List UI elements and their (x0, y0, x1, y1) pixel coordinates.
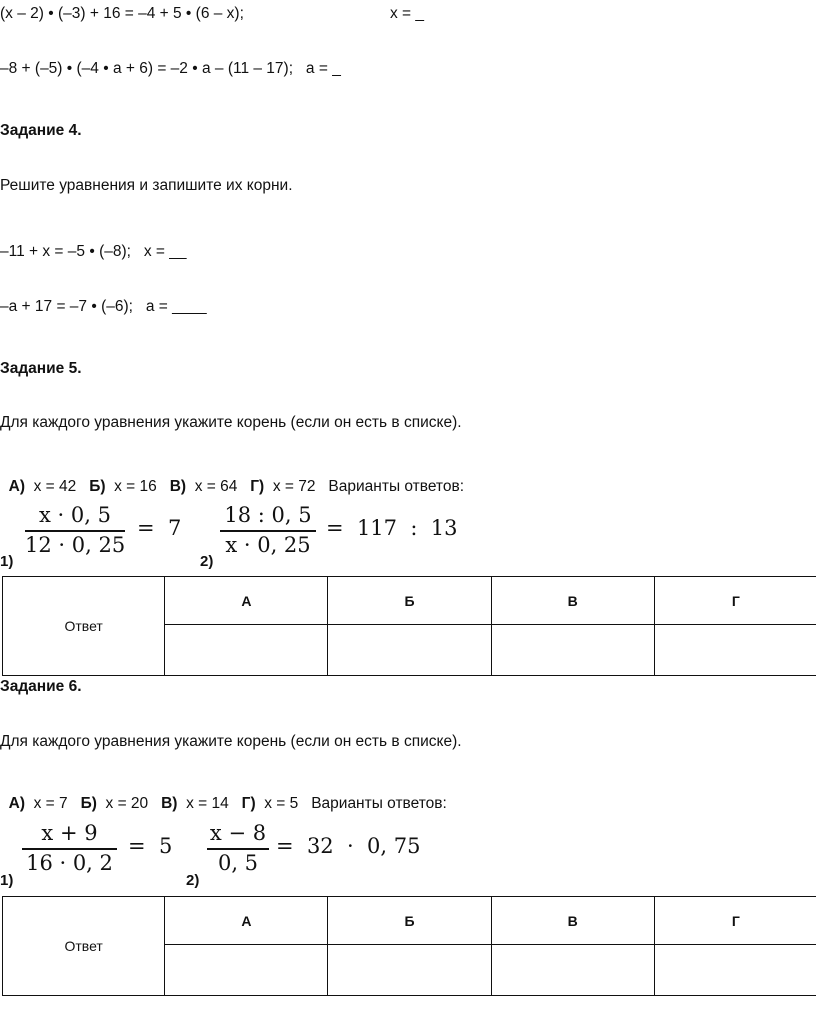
task5-equation-1-index: 1) (0, 553, 14, 570)
task6-equation-1 (0, 818, 200, 883)
task3-equation-1-answer: x = _ (390, 5, 425, 22)
fraction-denominator: 12 · 0, 25 (25, 533, 126, 557)
task3-equation-1: (x – 2) • (–3) + 16 = –4 + 5 • (6 – x); (0, 5, 244, 22)
fraction-bar (220, 530, 316, 532)
task4-equation-2: –a + 17 = –7 • (–6); a = ____ (0, 298, 207, 315)
answer-cell-g[interactable] (654, 625, 816, 676)
option-letter-a: А) (8, 795, 25, 812)
option-value-b: x = 20 (105, 795, 149, 812)
equation-rhs: = 7 (137, 516, 182, 540)
fraction-denominator: 16 · 0, 2 (26, 851, 113, 875)
options-label: Варианты ответов: (328, 478, 465, 495)
answer-cell-v[interactable] (491, 945, 654, 996)
task6-options (0, 777, 447, 813)
options-label: Варианты ответов: (311, 795, 447, 812)
option-value-g: x = 5 (264, 795, 299, 812)
option-value-a: x = 7 (33, 795, 68, 812)
task6-equation-1-index: 1) (0, 872, 14, 889)
header-a: А (165, 577, 328, 625)
header-g: Г (654, 577, 816, 625)
answer-cell-a[interactable] (165, 625, 328, 676)
option-value-g: x = 72 (272, 478, 316, 495)
task5-title: Задание 5. (0, 360, 82, 377)
header-g: Г (654, 897, 816, 945)
task6-instruction: Для каждого уравнения укажите корень (если он есть в списке). (0, 733, 462, 750)
task5-instruction: Для каждого уравнения укажите корень (если он есть в списке). (0, 414, 462, 431)
task6-answer-table (2, 896, 816, 996)
option-value-v: x = 14 (186, 795, 229, 812)
equation-rhs: = 5 (128, 834, 173, 858)
task4-instruction: Решите уравнения и запишите их корни. (0, 177, 293, 194)
fraction-numerator: x − 8 (209, 821, 267, 845)
task5-equation-1 (0, 500, 200, 565)
fraction-bar (25, 530, 125, 532)
header-a: А (165, 897, 328, 945)
answer-cell-g[interactable] (654, 945, 816, 996)
task6-equation-2 (190, 818, 450, 883)
task6-equation-2-index: 2) (186, 872, 200, 889)
task4-equation-1: –11 + x = –5 • (–8); x = __ (0, 243, 187, 260)
answer-cell-b[interactable] (328, 945, 491, 996)
fraction-numerator: x + 9 (41, 821, 98, 845)
answer-row-label: Ответ (3, 577, 165, 676)
equation-rhs: = 117 : 13 (326, 516, 458, 540)
answer-row-label: Ответ (3, 897, 165, 996)
table-row (3, 577, 816, 625)
table-row (3, 897, 816, 945)
task4-title: Задание 4. (0, 122, 82, 139)
fraction-denominator: 0, 5 (217, 851, 259, 875)
fraction-numerator: x · 0, 5 (39, 503, 111, 527)
option-value-b: x = 16 (114, 478, 157, 495)
task5-options (0, 460, 464, 496)
option-value-a: x = 42 (33, 478, 77, 495)
answer-cell-a[interactable] (165, 945, 328, 996)
fraction-denominator: x · 0, 25 (225, 533, 311, 557)
option-letter-b: Б) (89, 478, 106, 495)
header-b: Б (328, 577, 491, 625)
task3-equation-2: –8 + (–5) • (–4 • a + 6) = –2 • a – (11 – 17); a = _ (0, 60, 341, 77)
header-v: В (491, 897, 654, 945)
fraction-numerator: 18 : 0, 5 (224, 503, 312, 527)
header-b: Б (328, 897, 491, 945)
fraction-bar (207, 848, 269, 850)
equation-rhs: = 32 · 0, 75 (276, 834, 421, 858)
task5-equation-2-index: 2) (200, 553, 214, 570)
option-letter-a: А) (8, 478, 25, 495)
option-letter-v: В) (161, 795, 178, 812)
task6-title: Задание 6. (0, 678, 82, 695)
option-letter-g: Г) (241, 795, 256, 812)
task5-answer-table (2, 576, 816, 676)
option-value-v: x = 64 (194, 478, 238, 495)
answer-cell-b[interactable] (328, 625, 491, 676)
option-letter-b: Б) (80, 795, 97, 812)
option-letter-v: В) (169, 478, 187, 495)
option-letter-g: Г) (250, 478, 265, 495)
header-v: В (491, 577, 654, 625)
answer-cell-v[interactable] (491, 625, 654, 676)
fraction-bar (22, 848, 117, 850)
task5-equation-2 (200, 500, 500, 565)
